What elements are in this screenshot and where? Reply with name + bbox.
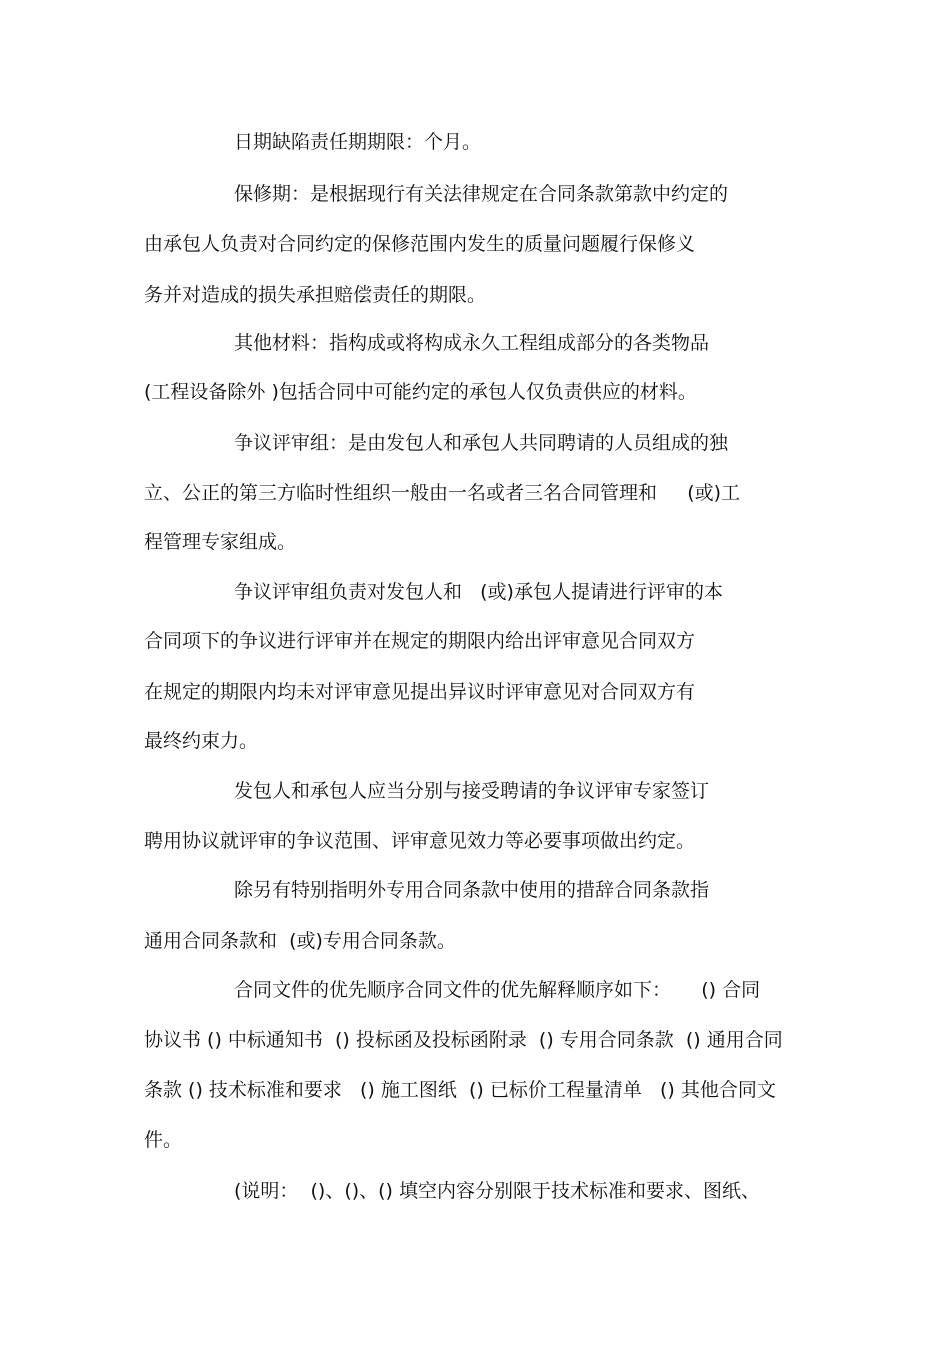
text-line: 争议评审组：是由发包人和承包人共同聘请的人员组成的独 (234, 432, 729, 454)
text-line: 合同项下的争议进行评审并在规定的期限内给出评审意见合同双方 (144, 630, 696, 652)
text-line: 通用合同条款和 (或)专用合同条款。 (144, 930, 456, 952)
text-line: 协议书 () 中标通知书 () 投标函及投标函附录 () 专用合同条款 () 通用合同 (144, 1029, 783, 1051)
text-line: 最终约束力。 (144, 730, 259, 752)
text-line: 保修期：是根据现行有关法律规定在合同条款第款中约定的 (234, 183, 729, 205)
text-line: 由承包人负责对合同约定的保修范围内发生的质量问题履行保修义 (144, 233, 696, 255)
text-line: 其他材料：指构成或将构成永久工程组成部分的各类物品 (234, 332, 710, 354)
text-line: (说明： ()、()、() 填空内容分别限于技术标准和要求、图纸、 (234, 1180, 761, 1202)
text-line: 件。 (144, 1129, 183, 1151)
text-line: 务并对造成的损失承担赔偿责任的期限。 (144, 284, 487, 306)
text-line: 立、公正的第三方临时性组织一般由一名或者三名合同管理和 (或)工 (144, 482, 741, 504)
text-line: 除另有特别指明外专用合同条款中使用的措辞合同条款指 (234, 879, 710, 901)
text-line: (工程设备除外 )包括合同中可能约定的承包人仅负责供应的材料。 (144, 381, 697, 403)
text-line: 日期缺陷责任期期限：个月。 (234, 131, 482, 153)
text-line: 条款 () 技术标准和要求 () 施工图纸 () 已标价工程量清单 () 其他合同文 (144, 1079, 776, 1101)
text-line: 合同文件的优先顺序合同文件的优先解释顺序如下： () 合同 (234, 979, 761, 1001)
text-line: 发包人和承包人应当分别与接受聘请的争议评审专家签订 (234, 780, 710, 802)
text-line: 争议评审组负责对发包人和 (或)承包人提请进行评审的本 (234, 581, 723, 603)
text-line: 聘用协议就评审的争议范围、评审意见效力等必要事项做出约定。 (144, 830, 696, 852)
text-line: 程管理专家组成。 (144, 531, 297, 553)
text-line: 在规定的期限内均未对评审意见提出异议时评审意见对合同双方有 (144, 681, 696, 703)
